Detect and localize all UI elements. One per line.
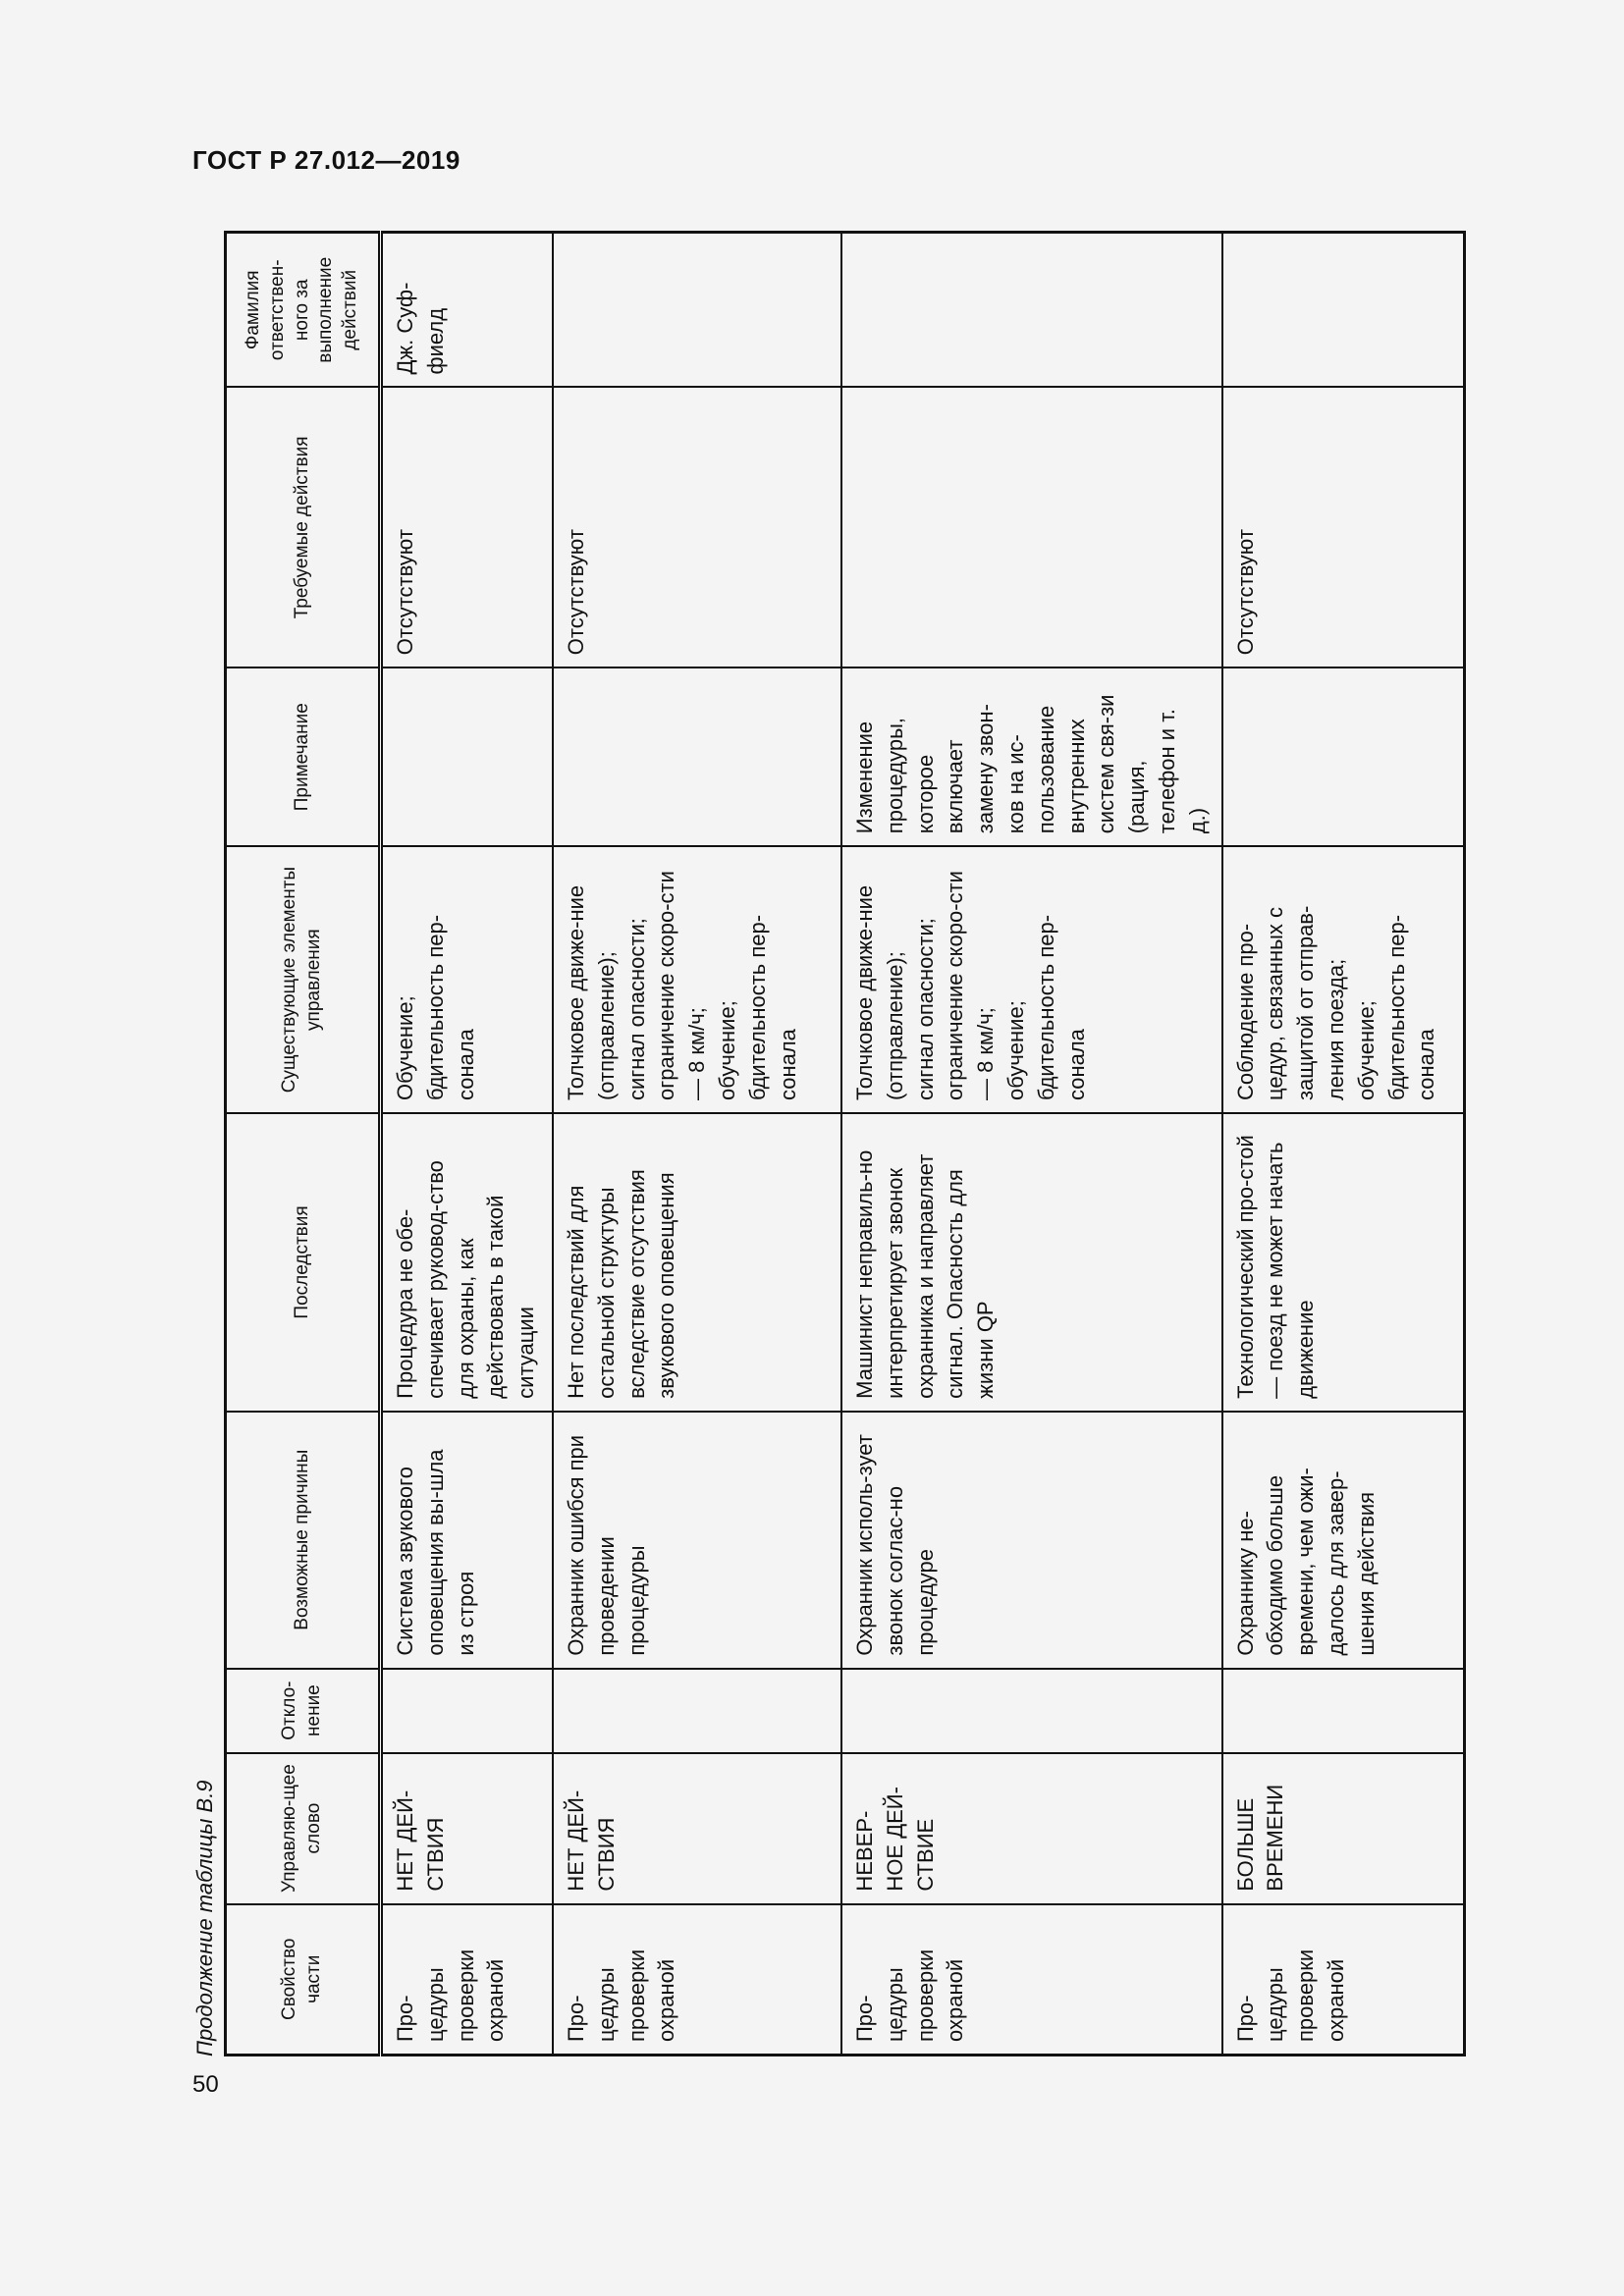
- table-row: [381, 233, 554, 2056]
- col-header-note: Примечание: [226, 667, 381, 846]
- cell-deviation: [1222, 1669, 1465, 1753]
- cell-property: Про- цедуры проверки охраной: [381, 1904, 554, 2056]
- cell-causes: Охраннику не-обходимо больше времени, чем ожи-далось для завер-шения действия: [1222, 1412, 1465, 1669]
- col-header-deviation: Откло-нение: [226, 1669, 381, 1753]
- cell-responsible: [1222, 233, 1465, 388]
- cell-responsible: Дж. Суф- фиелд: [381, 233, 554, 388]
- col-header-consequences: Последствия: [226, 1113, 381, 1412]
- table-caption: Продолжение таблицы В.9: [192, 1780, 217, 2056]
- cell-note: Изменение процедуры, которое включает замену звон-ков на ис-пользование внутренних систем свя-зи (рация, телефон и т. д.): [841, 667, 1222, 846]
- cell-actions: [841, 388, 1222, 668]
- cell-consequences: Технологический про-стой — поезд не может начать движение: [1222, 1113, 1465, 1412]
- cell-property: Про- цедуры проверки охраной: [553, 1904, 841, 2056]
- col-header-property: Свойство части: [226, 1904, 381, 2056]
- cell-controls: Толчковое движе-ние (отправление); сигнал опасности; ограничение скоро-сти — 8 км/ч; обучение; бдительность пер-сонала: [841, 846, 1222, 1113]
- table-row: [841, 233, 1222, 2056]
- cell-deviation: [381, 1669, 554, 1753]
- cell-causes: Охранник ошибся при проведении процедуры: [553, 1412, 841, 1669]
- cell-note: [381, 667, 554, 846]
- cell-responsible: [841, 233, 1222, 388]
- cell-controls: Толчковое движе-ние (отправление); сигнал опасности; ограничение скоро-сти — 8 км/ч; обучение; бдительность пер-сонала: [553, 846, 841, 1113]
- col-header-guideword: Управляю-щее слово: [226, 1753, 381, 1904]
- cell-responsible: [553, 233, 841, 388]
- cell-actions: Отсутствуют: [553, 388, 841, 668]
- cell-guideword: НЕТ ДЕЙ- СТВИЯ: [553, 1753, 841, 1904]
- table-row: [1222, 233, 1465, 2056]
- col-header-controls: Существующие элементы управления: [226, 846, 381, 1113]
- cell-deviation: [553, 1669, 841, 1753]
- cell-deviation: [841, 1669, 1222, 1753]
- cell-property: Про- цедуры проверки охраной: [841, 1904, 1222, 2056]
- cell-consequences: Нет последствий для остальной структуры вследствие отсутствия звукового оповещения: [553, 1113, 841, 1412]
- cell-actions: Отсутствуют: [381, 388, 554, 668]
- cell-actions: Отсутствуют: [1222, 388, 1465, 668]
- cell-note: [553, 667, 841, 846]
- cell-controls: Соблюдение про-цедур, связанных с защитой от отправ-ления поезда; обучение; бдительность пер-сонала: [1222, 846, 1465, 1113]
- cell-causes: Система звукового оповещения вы-шла из строя: [381, 1412, 554, 1669]
- col-header-causes: Возможные причины: [226, 1412, 381, 1669]
- table-header-row: [226, 233, 381, 2056]
- cell-guideword: НЕВЕР- НОЕ ДЕЙ- СТВИЕ: [841, 1753, 1222, 1904]
- col-header-actions: Требуемые действия: [226, 388, 381, 668]
- cell-causes: Охранник исполь-зует звонок соглас-но процедуре: [841, 1412, 1222, 1669]
- cell-consequences: Процедура не обе-спечивает руковод-ство для охраны, как действовать в такой ситуации: [381, 1113, 554, 1412]
- col-header-responsible: Фамилия ответствен-ного за выполнение действий: [226, 233, 381, 388]
- cell-consequences: Машинист неправиль-но интерпретирует звонок охранника и направляет сигнал. Опасность для жизни QP: [841, 1113, 1222, 1412]
- page-number: 50: [192, 2071, 219, 2098]
- cell-property: Про- цедуры проверки охраной: [1222, 1904, 1465, 2056]
- hazop-table: [224, 231, 1466, 2056]
- cell-guideword: НЕТ ДЕЙ- СТВИЯ: [381, 1753, 554, 1904]
- rotated-table-block: [192, 231, 1624, 2056]
- table-row: [553, 233, 841, 2056]
- document-header: ГОСТ Р 27.012—2019: [192, 145, 460, 175]
- cell-note: [1222, 667, 1465, 846]
- cell-controls: Обучение; бдительность пер-сонала: [381, 846, 554, 1113]
- cell-guideword: БОЛЬШЕ ВРЕМЕНИ: [1222, 1753, 1465, 1904]
